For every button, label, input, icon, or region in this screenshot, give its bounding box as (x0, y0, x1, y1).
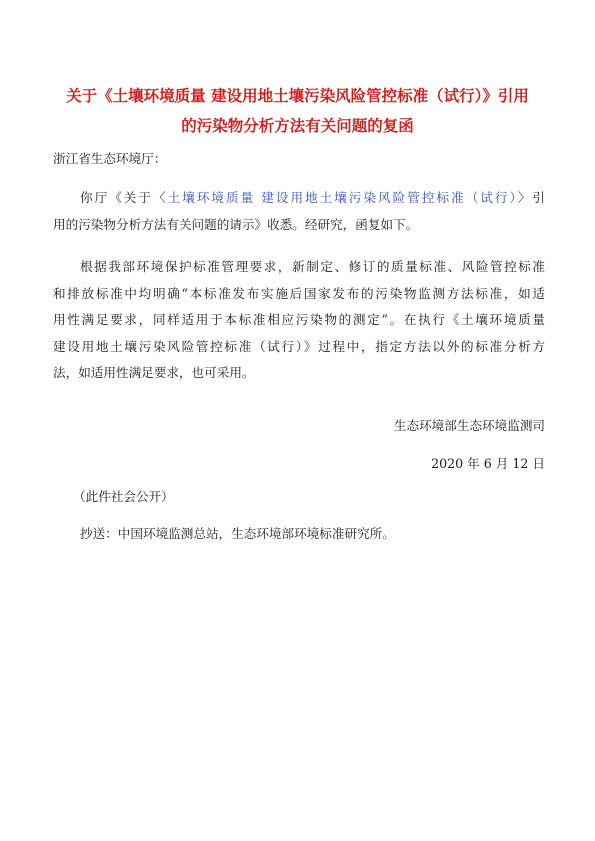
paragraph-1-line-1 (53, 185, 545, 212)
cc-line-text: 抄送：中国环境监测总站，生态环境部环境标准研究所。 (80, 526, 395, 541)
paragraph-1-suffix: 〉引 (517, 190, 546, 205)
paragraph-2-line-1: 根据我部环境保护标准管理要求，新制定、修订的质量标准、风险管控标准 (80, 259, 545, 274)
disclosure-note (53, 484, 545, 511)
disclosure-note-text: （此件社会公开） (73, 489, 174, 504)
paragraph-2-line-4: 建设用地土壤污染风险管控标准（试行）》过程中，指定方法以外的标准分析方 (53, 338, 545, 354)
signature-date (53, 451, 545, 478)
paragraph-2-line-5: 法，如适用性满足要求，也可采用。 (53, 365, 255, 380)
signature-org-text: 生态环境部生态环境监测司 (393, 418, 545, 433)
standard-title-link[interactable]: 土壤环境质量 建设用地土壤污染风险管控标准（试行） (167, 190, 518, 205)
document-title-line-2: 的污染物分析方法有关问题的复函 (181, 117, 414, 135)
salutation-text: 浙江省生态环境厅： (53, 151, 167, 166)
paragraph-1 (53, 185, 545, 238)
cc-line (53, 521, 545, 548)
salutation (53, 146, 545, 173)
document-title-line-1: 关于《土壤环境质量 建设用地土壤污染风险管控标准（试行）》引用 (66, 87, 529, 105)
signature-org (53, 413, 545, 440)
paragraph-1-prefix: 你厅《关于〈 (80, 190, 168, 205)
paragraph-2-line-2: 和排放标准中均明确“本标准发布实施后国家发布的污染物监测方法标准，如适 (53, 285, 545, 301)
signature-date-text: 2020 年 6 月 12 日 (431, 456, 545, 471)
paragraph-2-line-3: 用性满足要求，同样适用于本标准相应污染物的测定”。在执行《土壤环境质量 (53, 312, 545, 327)
paragraph-1-line-2: 用的污染物分析方法有关问题的请示》收悉。经研究，函复如下。 (53, 216, 419, 232)
paragraph-2 (53, 254, 545, 387)
